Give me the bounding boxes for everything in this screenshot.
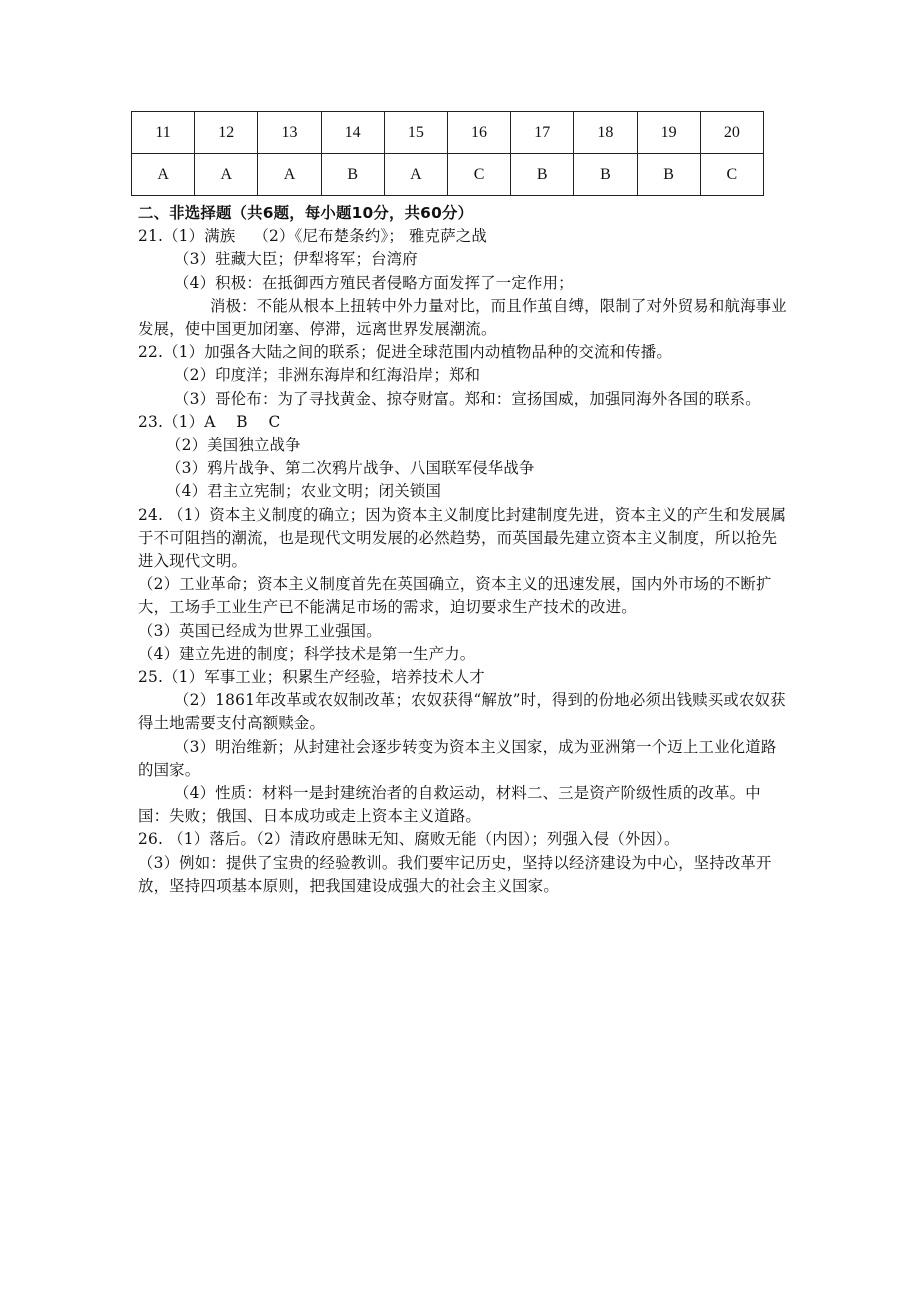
question-number-row: [132, 112, 764, 154]
table-cell: B: [511, 154, 574, 196]
table-cell: 19: [637, 112, 700, 154]
q22-line-1: 22.（1）加强各大陆之间的联系；促进全球范围内动植物品种的交流和传播。: [138, 343, 672, 362]
q21-line-3: （4）积极：在抵御西方殖民者侵略方面发挥了一定作用；: [174, 273, 574, 292]
table-cell: B: [321, 154, 384, 196]
table-cell: 16: [447, 112, 510, 154]
table-cell: B: [574, 154, 637, 196]
q23-line-4: （4）君主立宪制；农业文明；闭关锁国: [166, 482, 442, 501]
q22-line-2: （2）印度洋；非洲东海岸和红海沿岸；郑和: [174, 366, 481, 385]
q21-part-1: 21.（1）满族: [138, 227, 236, 246]
q21-line-2: （3）驻藏大臣；伊犁将军；台湾府: [174, 250, 418, 269]
table-cell: A: [132, 154, 195, 196]
table-cell: 20: [700, 112, 763, 154]
answer-table: [131, 111, 764, 196]
table-cell: 12: [195, 112, 258, 154]
q23-line-1: 23.（1）A B C: [138, 412, 281, 431]
q24-line-2: （2）工业革命；资本主义制度首先在英国确立，资本主义的迅速发展，国内外市场的不断扩大，工场手工业生产已不能满足市场的需求，迫切要求生产技术的改进。: [138, 575, 772, 617]
answer-text: [138, 202, 788, 898]
q21-line-1: [138, 225, 788, 248]
q24-line-4: （4）建立先进的制度；科学技术是第一生产力。: [138, 644, 476, 663]
q23-line-2: （2）美国独立战争: [166, 436, 301, 455]
table-cell: C: [700, 154, 763, 196]
table-cell: 13: [258, 112, 321, 154]
answer-row: [132, 154, 764, 196]
q26-line-2: （3）例如：提供了宝贵的经验教训。我们要牢记历史，坚持以经济建设为中心，坚持改革开放，坚持四项基本原则，把我国建设成强大的社会主义国家。: [138, 853, 772, 895]
q25-line-1: 25.（1）军事工业；积累生产经验，培养技术人才: [138, 668, 485, 687]
section-heading: 二、非选择题（共6题，每小题10分，共60分）: [138, 204, 474, 222]
table-cell: 11: [132, 112, 195, 154]
table-cell: 14: [321, 112, 384, 154]
q25-line-2: （2）1861年改革或农奴制改革；农奴获得“解放”时，得到的份地必须出钱赎买或农奴获得土地需要支付高额赎金。: [138, 691, 786, 733]
q23-line-3: （3）鸦片战争、第二次鸦片战争、八国联军侵华战争: [166, 459, 535, 478]
q26-line-1: 26. （1）落后。（2）清政府愚昧无知、腐败无能（内因）；列强入侵（外因）。: [138, 830, 680, 849]
table-cell: 15: [384, 112, 447, 154]
table-cell: 17: [511, 112, 574, 154]
table-cell: 18: [574, 112, 637, 154]
q24-line-1: 24. （1）资本主义制度的确立；因为资本主义制度比封建制度先进，资本主义的产生和发展属于不可阻挡的潮流，也是现代文明发展的必然趋势，而英国最先建立资本主义制度，所以抢先进入现代文明。: [138, 505, 787, 571]
q22-line-3: （3）哥伦布：为了寻找黄金、掠夺财富。郑和：宣扬国威，加强同海外各国的联系。: [174, 389, 761, 408]
table-cell: A: [258, 154, 321, 196]
q24-line-3: （3）英国已经成为世界工业强国。: [138, 621, 382, 640]
table-cell: C: [447, 154, 510, 196]
q21-line-4: 消极：不能从根本上扭转中外力量对比，而且作茧自缚，限制了对外贸易和航海事业发展，使中国更加闭塞、停滞，远离世界发展潮流。: [138, 296, 787, 339]
q25-line-4: （4）性质：材料一是封建统治者的自救运动，材料二、三是资产阶级性质的改革。中国：失败；俄国、日本成功或走上资本主义道路。: [138, 784, 761, 826]
q25-line-3: （3）明治维新；从封建社会逐步转变为资本主义国家，成为亚洲第一个迈上工业化道路的国家。: [138, 737, 777, 779]
q21-part-2: （2）《尼布楚条约》； 雅克萨之战: [253, 227, 487, 246]
table-cell: A: [384, 154, 447, 196]
table-cell: A: [195, 154, 258, 196]
table-cell: B: [637, 154, 700, 196]
